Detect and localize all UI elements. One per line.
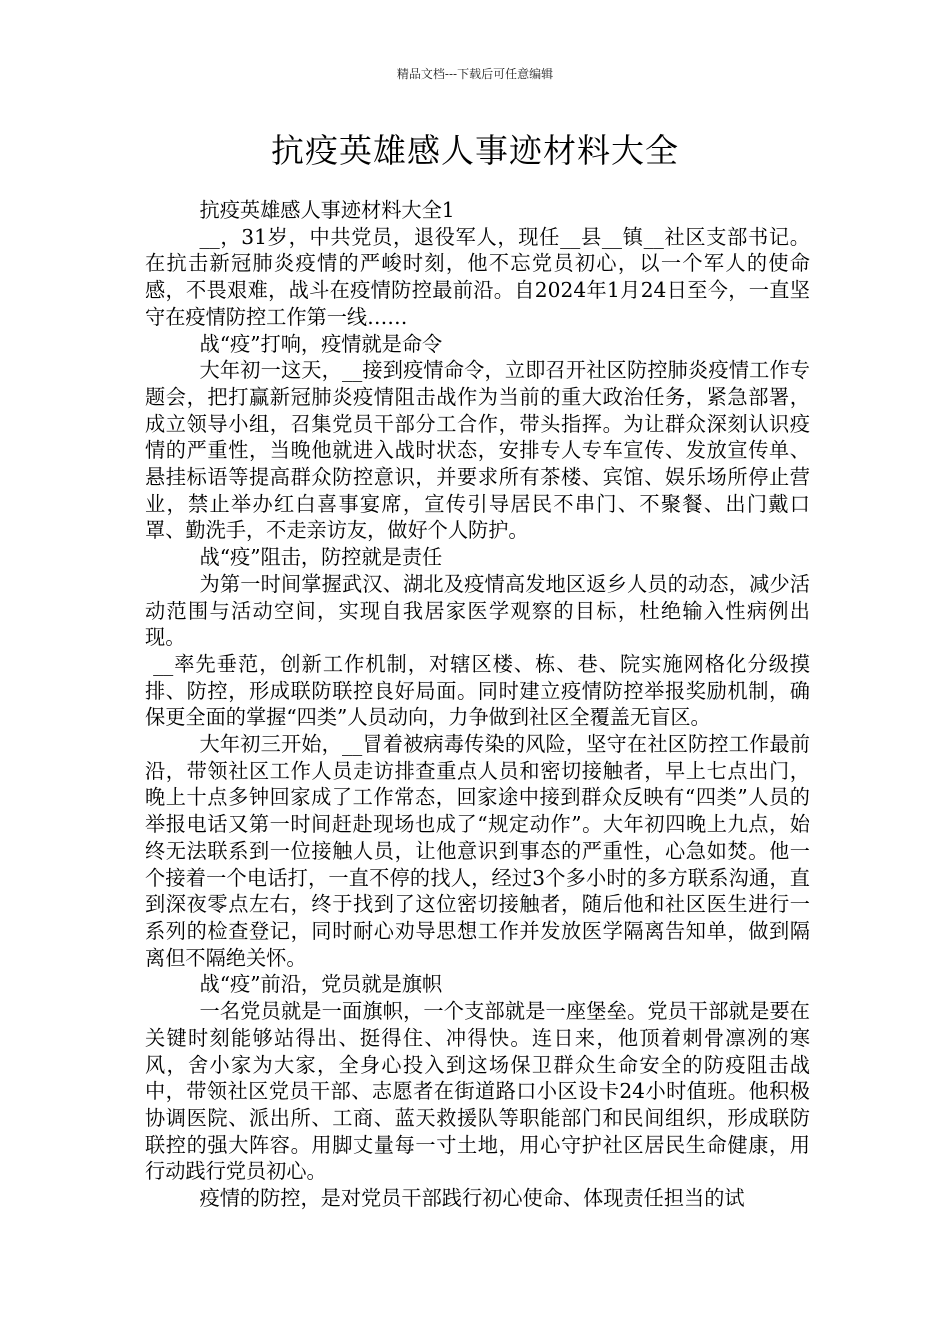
section-heading: 战“疫”打响，疫情就是命令 (199, 331, 443, 356)
section-heading: 抗疫英雄感人事迹材料大全1 (199, 198, 455, 222)
body-paragraph: 大年初一这天，__接到疫情命令，立即召开社区防控肺炎疫情工作专题会，把打赢新冠肺炎疫情阻击战作为当前的重大政治任务，紧急部署，成立领导小组，召集党员干部分工合作，带头指挥。为让群众深刻认识疫情的严重性，当晚他就进入战时状态，安排专人专车宣传、发放宣传单、悬挂标语等提高群众防控意识，并要求所有茶楼、宾馆、娱乐场所停止营业，禁止举办红白喜事宴席，宣传引导居民不串门、不聚餐、出门戴口罩、勤洗手，不走亲访友，做好个人防护。 (145, 358, 810, 543)
body-paragraph: __率先垂范，创新工作机制，对辖区楼、栋、巷、院实施网格化分级摸排、防控，形成联防联控良好局面。同时建立疫情防控举报奖励机制，确保更全面的掌握“四类”人员动向，力争做到社区全覆盖无盲区。 (145, 651, 810, 730)
body-paragraph: 大年初三开始，__冒着被病毒传染的风险，坚守在社区防控工作最前沿，带领社区工作人员走访排查重点人员和密切接触者，早上七点出门，晚上十点多钟回家成了工作常态，回家途中接到群众反映有“四类”人员的举报电话又第一时间赶赴现场也成了“规定动作”。大年初四晚上九点，始终无法联系到一位接触人员，让他意识到事态的严重性，心急如焚。他一个接着一个电话打，一直不停的找人，经过3个多小时的多方联系沟通，直到深夜零点左右，终于找到了这位密切接触者，随后他和社区医生进行一系列的检查登记，同时耐心劝导思想工作并发放医学隔离告知单，做到隔离但不隔绝关怀。 (145, 732, 810, 970)
body-paragraph: 疫情的防控，是对党员干部践行初心使命、体现责任担当的试 (199, 1186, 745, 1211)
body-paragraph: 一名党员就是一面旗帜，一个支部就是一座堡垒。党员干部就是要在关键时刻能够站得出、挺得住、冲得快。连日来，他顶着刺骨凛冽的寒风，舍小家为大家，全身心投入到这场保卫群众生命安全的防疫阻击战中，带领社区党员干部、志愿者在街道路口小区设卡24小时值班。他积极协调医院、派出所、工商、蓝天救援队等职能部门和民间组织，形成联防联控的强大阵容。用脚丈量每一寸土地，用心守护社区居民生命健康，用行动践行党员初心。 (145, 999, 810, 1184)
body-paragraph: __，31岁，中共党员，退役军人，现任__县__镇__社区支部书记。在抗击新冠肺炎疫情的严峻时刻，他不忘党员初心，以一个军人的使命感，不畏艰难，战斗在疫情防控最前沿。自2024年1月24日至今，一直坚守在疫情防控工作第一线…… (145, 224, 810, 329)
section-heading: 战“疫”前沿，党员就是旗帜 (199, 972, 443, 997)
body-paragraph: 为第一时间掌握武汉、湖北及疫情高发地区返乡人员的动态，减少活动范围与活动空间，实现自我居家医学观察的目标，杜绝输入性病例出现。 (145, 571, 810, 650)
header-note: 精品文档---下载后可任意编辑 (396, 67, 554, 81)
document-title: 抗疫英雄感人事迹材料大全 (271, 131, 679, 170)
document-body (145, 197, 810, 1212)
section-heading: 战“疫”阻击，防控就是责任 (199, 545, 443, 570)
